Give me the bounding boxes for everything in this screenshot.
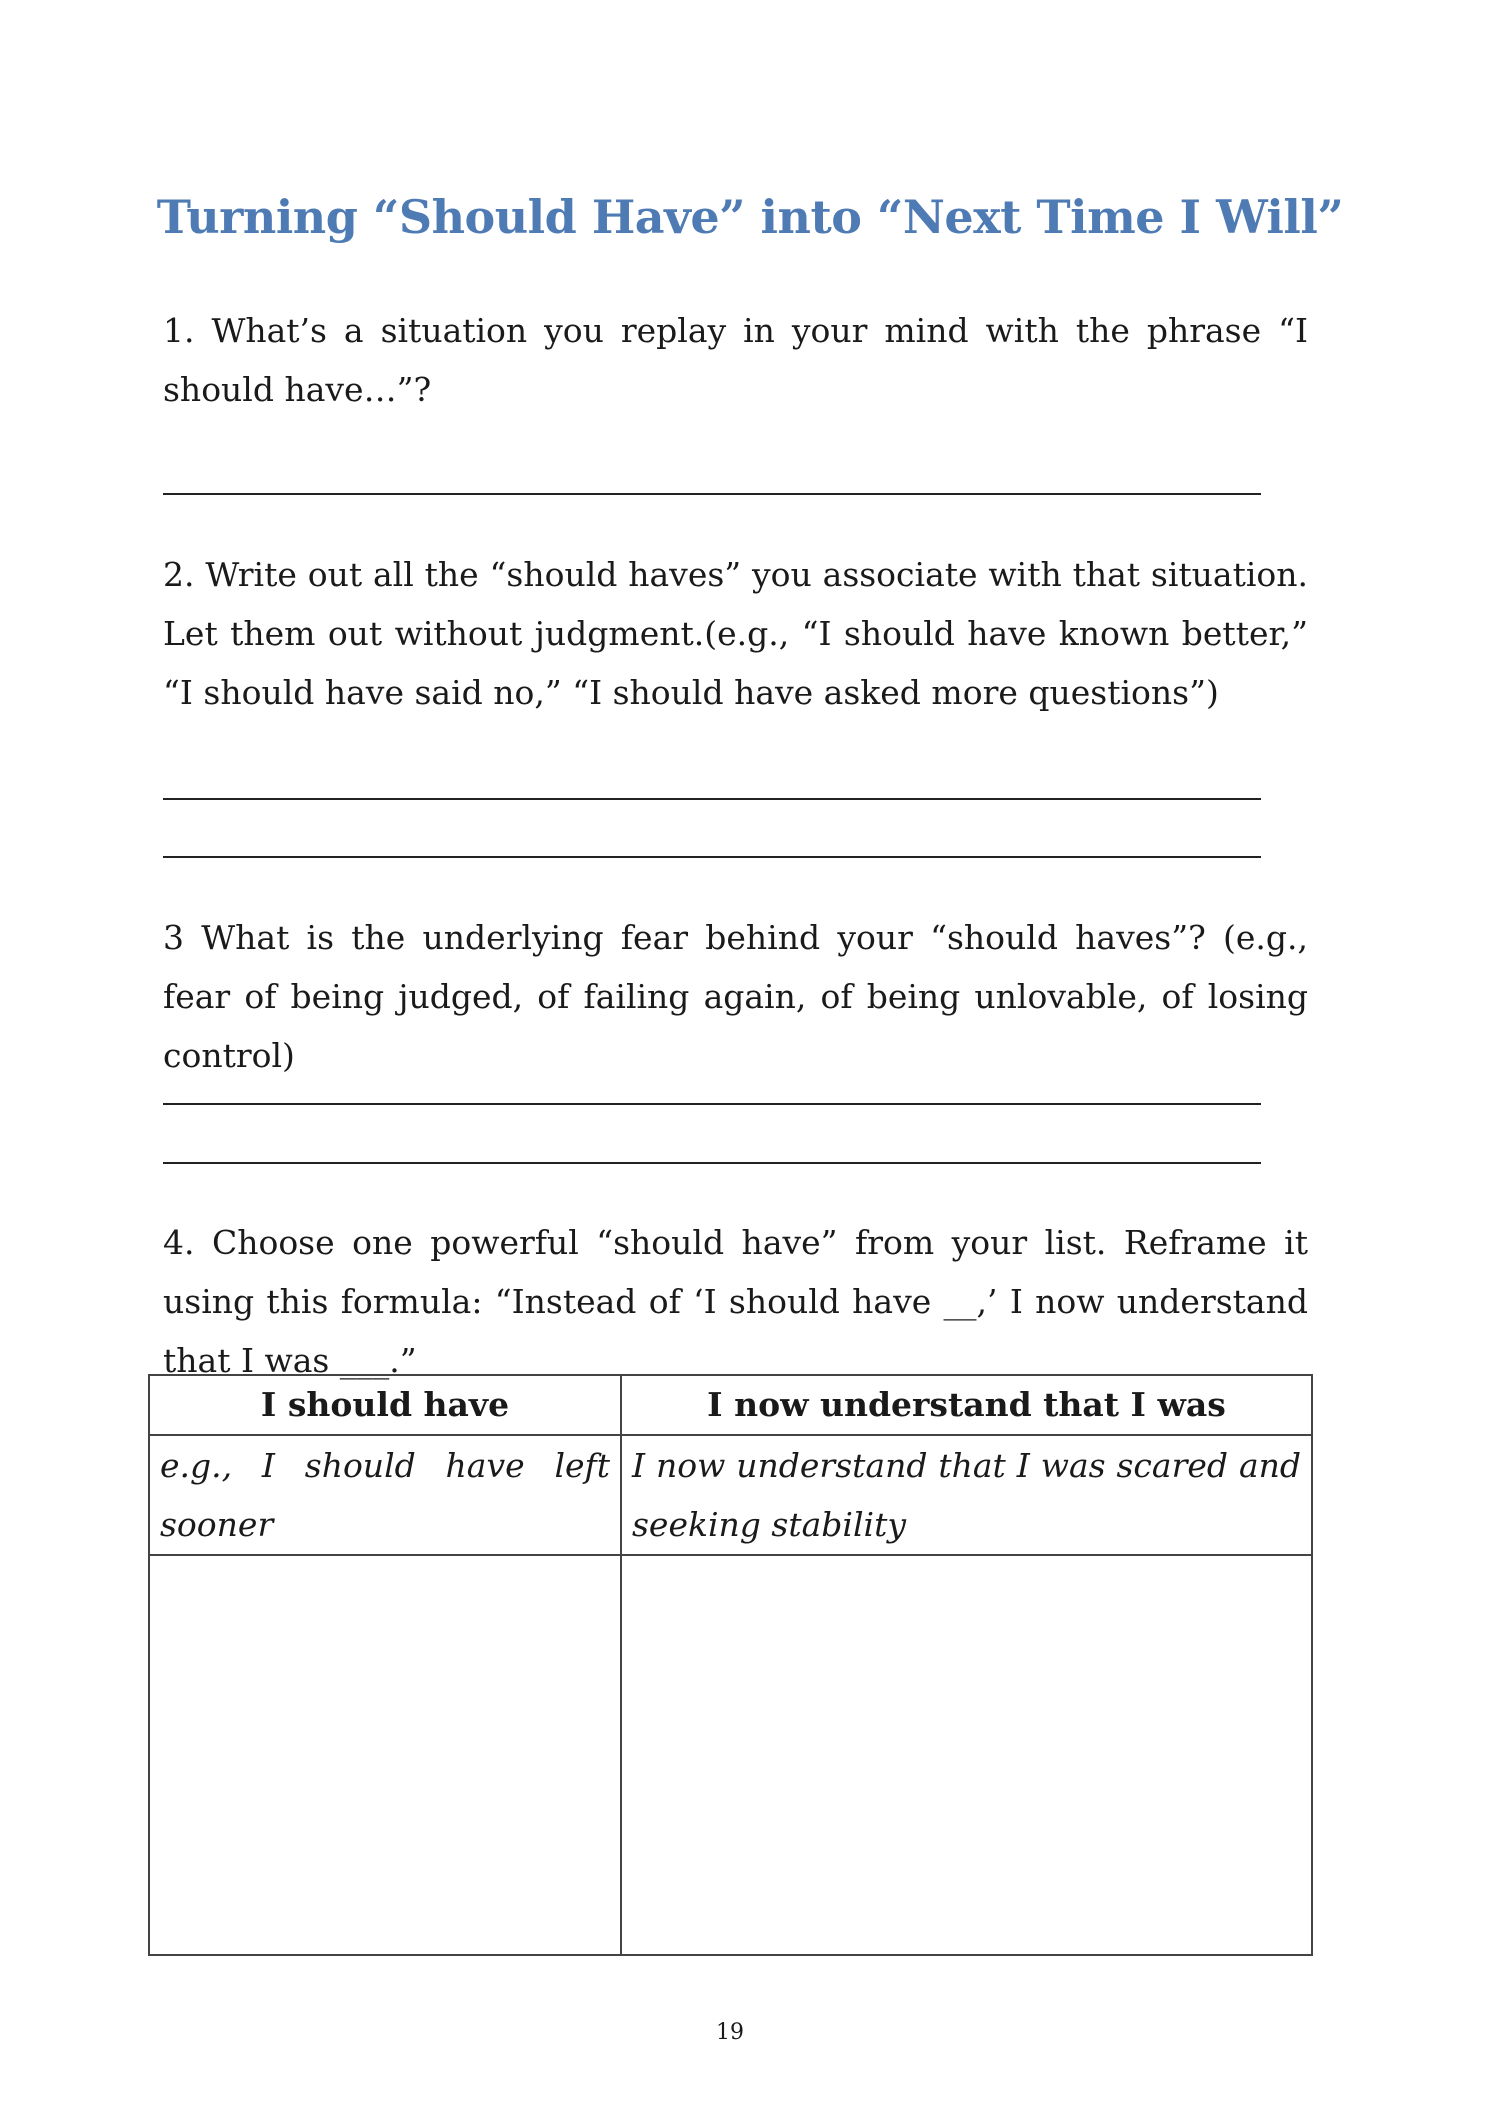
blank-now-understand-cell[interactable] (621, 1555, 1312, 1955)
answer-line-3a[interactable] (163, 1103, 1261, 1105)
example-should-have: e.g., I should have left sooner (149, 1435, 621, 1555)
table-blank-row (149, 1555, 1312, 1955)
answer-line-2b[interactable] (163, 856, 1261, 858)
question-2: 2. Write out all the “should haves” you associate with that situation. Let them out without judgment.(e.g., “I should have known better,” “I should have said no,” “I should have asked more questions”) (163, 555, 1308, 712)
page-title: Turning “Should Have” into “Next Time I Will” (156, 190, 1344, 244)
table-example-row (149, 1435, 1312, 1555)
example-now-understand: I now understand that I was scared and seeking stability (621, 1435, 1312, 1555)
header-should-have: I should have (149, 1375, 621, 1435)
question-1: 1. What’s a situation you replay in your mind with the phrase “I should have…”? (163, 311, 1308, 409)
question-4: 4. Choose one powerful “should have” from your list. Reframe it using this formula: “Instead of ‘I should have __,’ I now understand that I was ___.” (163, 1223, 1308, 1380)
question-3: 3 What is the underlying fear behind your “should haves”? (e.g., fear of being judged, of failing again, of being unlovable, of losing control) (163, 918, 1308, 1075)
answer-line-2a[interactable] (163, 798, 1261, 800)
answer-line-3b[interactable] (163, 1162, 1261, 1164)
page-number: 19 (716, 2020, 744, 2045)
answer-line-1[interactable] (163, 493, 1261, 495)
header-now-understand: I now understand that I was (621, 1375, 1312, 1435)
table-header-row (149, 1375, 1312, 1435)
blank-should-have-cell[interactable] (149, 1555, 621, 1955)
reframe-table (148, 1374, 1313, 1956)
